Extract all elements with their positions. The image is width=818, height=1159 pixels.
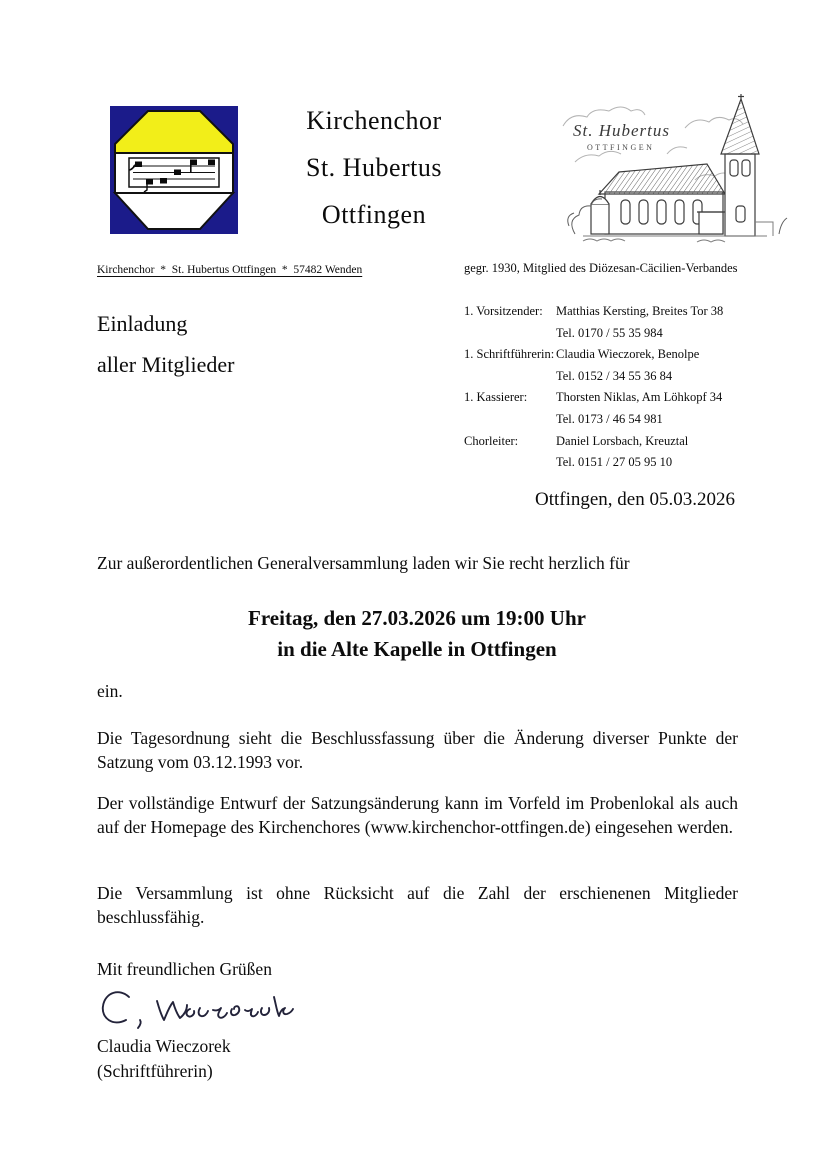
contact-name: Thorsten Niklas, Am Löhkopf 34 [556,390,723,405]
event-heading [97,603,737,665]
church-sketch-image [547,94,797,250]
contact-role-spacer [464,409,556,431]
contact-role-spacer [464,323,556,345]
sketch-label-hubertus: St. Hubertus [573,121,670,140]
event-location-line: in die Alte Kapelle in Ottfingen [277,637,557,661]
founded-membership-line: gegr. 1930, Mitglied des Diözesan-Cäcilien-Verbandes [464,261,738,275]
body-paragraph-draft: Der vollständige Entwurf der Satzungsänderung kann im Vorfeld im Probenlokal als auch auf der Homepage des Kirchenchores (www.kirchenchor-ottfingen.de) eingesehen werden. [97,793,738,837]
invitation-heading [97,303,234,385]
event-date-line: Freitag, den 27.03.2026 um 19:00 Uhr [248,606,586,630]
contact-role-spacer [464,452,556,474]
contact-name: Daniel Lorsbach, Kreuztal [556,433,689,448]
dateline: Ottfingen, den 05.03.2026 [534,489,735,510]
contact-block [464,301,764,474]
contact-name: Claudia Wieczorek, Benolpe [556,347,700,362]
contact-role: 1. Vorsitzender: [464,304,543,318]
sender-address-line: Kirchenchor * St. Hubertus Ottfingen * 57482 Wenden [97,264,363,276]
sketch-church-building [591,94,759,236]
contact-role: 1. Kassierer: [464,390,528,405]
choir-logo-icon [110,106,238,234]
contact-tel: Tel. 0170 / 55 35 984 [556,325,663,340]
title-line-3: Ottfingen [321,200,427,229]
contact-tel: Tel. 0173 / 46 54 981 [556,411,663,426]
closing-salutation: Mit freundlichen Grüßen [97,959,272,979]
invitation-line-1: Einladung [97,311,188,336]
body-intro: Zur außerordentlichen Generalversammlung laden wir Sie recht herzlich für [97,553,630,573]
body-paragraph-quorum: Die Versammlung ist ohne Rücksicht auf die Zahl der erschienenen Mitglieder beschlussfähig. [97,883,738,927]
signer-name: Claudia Wieczorek [97,1036,231,1056]
contact-role: Chorleiter: [464,433,519,448]
body-paragraph-agenda: Die Tagesordnung sieht die Beschlussfassung über die Änderung diverser Punkte der Satzung vom 03.12.1993 vor. [97,728,738,772]
letterhead-title [278,97,470,238]
invitation-line-2: aller Mitglieder [97,352,235,377]
title-line-2: St. Hubertus [306,153,442,182]
signature-image [93,984,311,1036]
sketch-label-ottfingen: OTTFINGEN [587,143,655,152]
contact-name: Matthias Kersting, Breites Tor 38 [556,304,724,318]
body-intro-end: ein. [97,681,123,701]
contact-tel: Tel. 0151 / 27 05 95 10 [556,455,673,470]
contact-role-spacer [464,366,556,388]
signer-role: (Schriftführerin) [97,1061,213,1081]
title-line-1: Kirchenchor [306,106,442,135]
contact-role: 1. Schriftführerin: [464,347,555,362]
contact-tel: Tel. 0152 / 34 55 36 84 [556,368,673,383]
